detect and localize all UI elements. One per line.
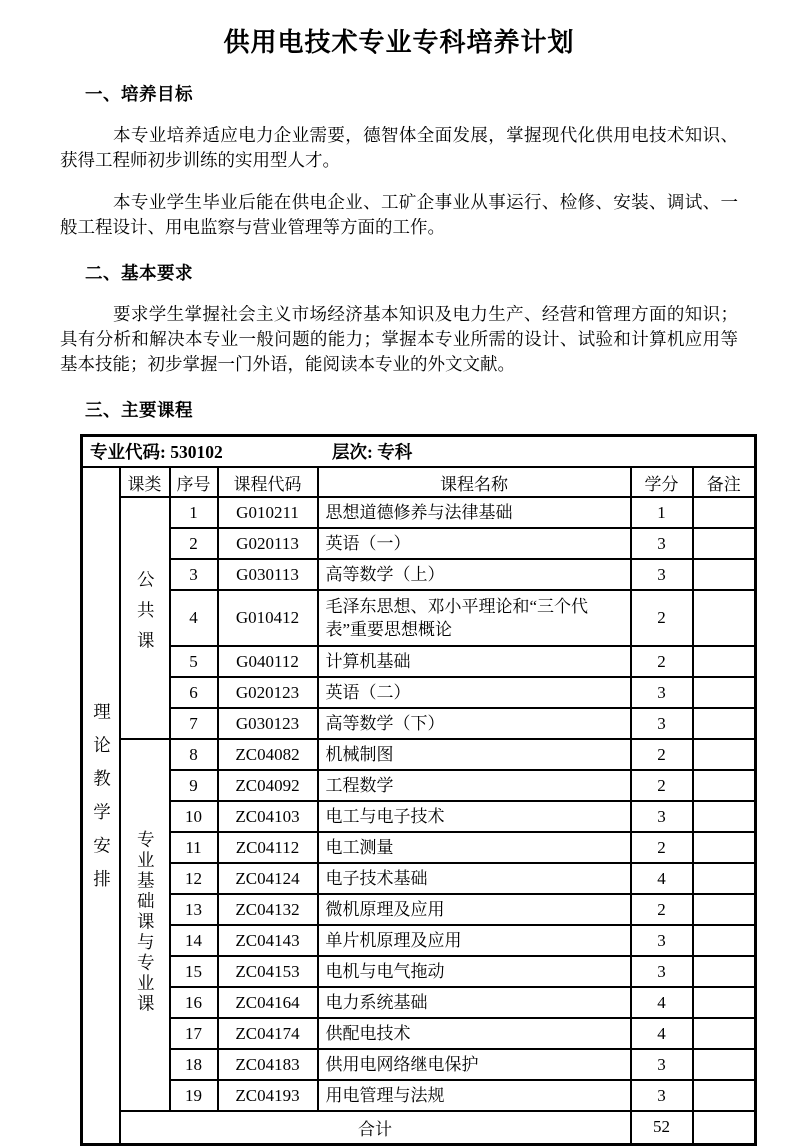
paragraph: 要求学生掌握社会主义市场经济基本知识及电力生产、经营和管理方面的知识；具有分析和解决本专业一般问题的能力；掌握本专业所需的设计、试验和计算机应用等基本技能；初步掌握一门外语，能阅读本专业的外文文献。 — [60, 304, 738, 374]
seq-cell: 10 — [170, 801, 218, 832]
course-code-cell: G010211 — [218, 497, 318, 528]
section-main-courses — [60, 397, 741, 1146]
seq-cell: 17 — [170, 1018, 218, 1049]
seq-cell: 4 — [170, 590, 218, 646]
course-row — [82, 1080, 756, 1111]
seq-cell: 16 — [170, 987, 218, 1018]
credits-cell: 2 — [631, 590, 693, 646]
credits-cell: 4 — [631, 987, 693, 1018]
course-table — [80, 434, 757, 1146]
course-code-cell: G030123 — [218, 708, 318, 739]
section-heading-2: 二、基本要求 — [85, 263, 193, 283]
table-meta-row — [82, 436, 756, 468]
left-axis-label: 理论教学安排 — [91, 702, 112, 904]
course-code-cell: G010412 — [218, 590, 318, 646]
seq-cell: 7 — [170, 708, 218, 739]
course-row — [82, 497, 756, 528]
section-training-objectives — [60, 81, 738, 240]
credits-cell: 3 — [631, 1080, 693, 1111]
col-header-course-name: 课程名称 — [318, 467, 631, 497]
table-header-row — [82, 467, 756, 497]
course-row — [82, 1018, 756, 1049]
remark-cell — [693, 894, 756, 925]
page-title: 供用电技术专业专科培养计划 — [223, 27, 575, 57]
remark-cell — [693, 708, 756, 739]
course-name-cell: 工程数学 — [318, 770, 631, 801]
course-name-cell: 用电管理与法规 — [318, 1080, 631, 1111]
seq-cell: 1 — [170, 497, 218, 528]
remark-cell — [693, 863, 756, 894]
paragraph: 本专业培养适应电力企业需要，德智体全面发展，掌握现代化供用电技术知识、获得工程师初步训练的实用型人才。 — [60, 125, 738, 170]
course-row — [82, 677, 756, 708]
credits-cell: 3 — [631, 1049, 693, 1080]
group-cell-specialty — [120, 739, 170, 1111]
course-name-cell: 电工测量 — [318, 832, 631, 863]
credits-cell: 2 — [631, 894, 693, 925]
credits-cell: 3 — [631, 559, 693, 590]
course-code-cell: ZC04082 — [218, 739, 318, 770]
section-basic-requirements — [60, 260, 738, 377]
course-name-cell: 电子技术基础 — [318, 863, 631, 894]
seq-cell: 5 — [170, 646, 218, 677]
course-name-cell: 机械制图 — [318, 739, 631, 770]
remark-cell — [693, 770, 756, 801]
meta-cell — [82, 436, 756, 468]
credits-cell: 3 — [631, 801, 693, 832]
course-name-cell: 电力系统基础 — [318, 987, 631, 1018]
course-row — [82, 863, 756, 894]
course-code-cell: ZC04174 — [218, 1018, 318, 1049]
section-heading-3: 三、主要课程 — [85, 400, 193, 420]
course-name-cell: 电工与电子技术 — [318, 801, 631, 832]
col-header-credits: 学分 — [631, 467, 693, 497]
remark-cell — [693, 528, 756, 559]
remark-cell — [693, 925, 756, 956]
seq-cell: 3 — [170, 559, 218, 590]
seq-cell: 6 — [170, 677, 218, 708]
credits-cell: 4 — [631, 1018, 693, 1049]
course-row — [82, 559, 756, 590]
credits-cell: 3 — [631, 925, 693, 956]
course-row — [82, 528, 756, 559]
col-header-course-type: 课类 — [120, 467, 170, 497]
seq-cell: 19 — [170, 1080, 218, 1111]
remark-cell — [693, 739, 756, 770]
seq-cell: 14 — [170, 925, 218, 956]
seq-cell: 15 — [170, 956, 218, 987]
course-row — [82, 1049, 756, 1080]
credits-cell: 2 — [631, 646, 693, 677]
course-row — [82, 646, 756, 677]
remark-cell — [693, 832, 756, 863]
seq-cell: 9 — [170, 770, 218, 801]
course-code-cell: G040112 — [218, 646, 318, 677]
credits-cell: 2 — [631, 739, 693, 770]
course-name-cell: 毛泽东思想、邓小平理论和“三个代表”重要思想概论 — [318, 590, 631, 646]
course-row — [82, 801, 756, 832]
credits-cell: 3 — [631, 677, 693, 708]
course-code-cell: ZC04103 — [218, 801, 318, 832]
credits-cell: 3 — [631, 708, 693, 739]
course-code-cell: ZC04132 — [218, 894, 318, 925]
paragraph: 本专业学生毕业后能在供电企业、工矿企事业从事运行、检修、安装、调试、一般工程设计、用电监察与营业管理等方面的工作。 — [60, 192, 738, 237]
course-name-cell: 微机原理及应用 — [318, 894, 631, 925]
course-code-cell: ZC04183 — [218, 1049, 318, 1080]
credits-cell: 2 — [631, 770, 693, 801]
course-name-cell: 思想道德修养与法律基础 — [318, 497, 631, 528]
total-row — [82, 1111, 756, 1144]
level: 层次: 专科 — [332, 442, 413, 462]
seq-cell: 12 — [170, 863, 218, 894]
remark-cell — [693, 559, 756, 590]
course-row — [82, 832, 756, 863]
course-row — [82, 739, 756, 770]
course-code-cell: ZC04092 — [218, 770, 318, 801]
total-credits-cell: 52 — [631, 1111, 693, 1144]
course-name-cell: 高等数学（下） — [318, 708, 631, 739]
group-label: 专业基础课与专业课 — [135, 830, 156, 1015]
seq-cell: 11 — [170, 832, 218, 863]
credits-cell: 1 — [631, 497, 693, 528]
section-heading-1: 一、培养目标 — [85, 84, 193, 104]
seq-cell: 18 — [170, 1049, 218, 1080]
course-name-cell: 计算机基础 — [318, 646, 631, 677]
left-axis-cell — [82, 467, 120, 1144]
course-row — [82, 894, 756, 925]
remark-cell — [693, 1080, 756, 1111]
course-row — [82, 590, 756, 646]
remark-cell — [693, 646, 756, 677]
course-code-cell: ZC04112 — [218, 832, 318, 863]
course-code-cell: ZC04153 — [218, 956, 318, 987]
course-row — [82, 708, 756, 739]
course-code-cell: ZC04164 — [218, 987, 318, 1018]
course-code-cell: ZC04143 — [218, 925, 318, 956]
group-cell-public — [120, 497, 170, 739]
course-name-cell: 供用电网络继电保护 — [318, 1049, 631, 1080]
course-name-cell: 英语（一） — [318, 528, 631, 559]
col-header-seq: 序号 — [170, 467, 218, 497]
total-remark-cell — [693, 1111, 756, 1144]
course-name-cell: 高等数学（上） — [318, 559, 631, 590]
remark-cell — [693, 956, 756, 987]
remark-cell — [693, 801, 756, 832]
group-label: 公共课 — [135, 569, 156, 662]
course-row — [82, 770, 756, 801]
course-name-cell: 电机与电气拖动 — [318, 956, 631, 987]
seq-cell: 13 — [170, 894, 218, 925]
course-row — [82, 987, 756, 1018]
course-row — [82, 925, 756, 956]
course-name-cell: 单片机原理及应用 — [318, 925, 631, 956]
seq-cell: 2 — [170, 528, 218, 559]
credits-cell: 3 — [631, 528, 693, 559]
col-header-course-code: 课程代码 — [218, 467, 318, 497]
course-code-cell: ZC04193 — [218, 1080, 318, 1111]
course-code-cell: G030113 — [218, 559, 318, 590]
remark-cell — [693, 497, 756, 528]
credits-cell: 3 — [631, 956, 693, 987]
total-label-cell: 合计 — [120, 1111, 631, 1144]
course-code-cell: G020123 — [218, 677, 318, 708]
course-code-cell: G020113 — [218, 528, 318, 559]
credits-cell: 4 — [631, 863, 693, 894]
remark-cell — [693, 1049, 756, 1080]
remark-cell — [693, 677, 756, 708]
course-name-cell: 供配电技术 — [318, 1018, 631, 1049]
course-row — [82, 956, 756, 987]
course-code-cell: ZC04124 — [218, 863, 318, 894]
seq-cell: 8 — [170, 739, 218, 770]
major-code: 专业代码: 530102 — [90, 442, 223, 462]
course-name-cell: 英语（二） — [318, 677, 631, 708]
col-header-remarks: 备注 — [693, 467, 756, 497]
remark-cell — [693, 1018, 756, 1049]
credits-cell: 2 — [631, 832, 693, 863]
remark-cell — [693, 987, 756, 1018]
remark-cell — [693, 590, 756, 646]
